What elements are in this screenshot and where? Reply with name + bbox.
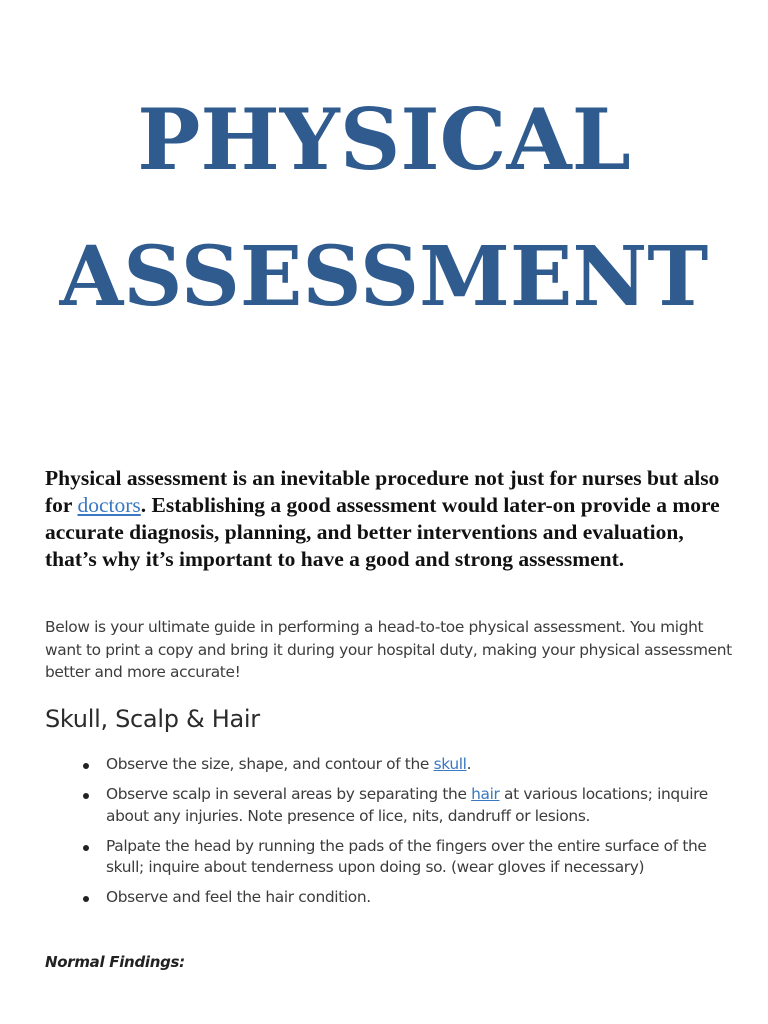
- list-item: [45, 754, 725, 776]
- list-item-text: at various locations; inquire about any injuries. Note presence of lice, nits, dandruff or lesions.: [106, 785, 708, 825]
- section-heading: Skull, Scalp & Hair: [45, 705, 260, 733]
- list-item: [45, 836, 725, 879]
- list-item-text: Palpate the head by running the pads of the fingers over the entire surface of the skull; inquire about tenderness upon doing so. (wear gloves if necessary): [106, 836, 707, 876]
- list-item-text: Observe scalp in several areas by separating the: [106, 785, 472, 803]
- guide-paragraph: Below is your ultimate guide in performing a head-to-toe physical assessment. You might want to print a copy and bring it during your hospital duty, making your physical assessment better and more accurate!: [45, 618, 732, 681]
- intro-text-end: . Establishing a good assessment would later-on provide a more accurate diagnosis, planning, and better interventions and evaluation, that’s why it’s important to have a good and strong assessment.: [45, 493, 720, 571]
- assessment-list: [45, 754, 725, 917]
- title-line-1: PHYSICAL: [137, 90, 631, 189]
- bullet-icon: [83, 845, 89, 851]
- intro-text-start: Physical assessment is an inevitable procedure not just for nurses but also for: [45, 466, 720, 517]
- title-line-2: ASSESSMENT: [59, 229, 709, 325]
- list-item-text: .: [466, 755, 472, 773]
- list-item-text: Observe the size, shape, and contour of the: [106, 755, 434, 773]
- bullet-icon: [83, 763, 89, 769]
- doctors-link[interactable]: doctors: [77, 493, 141, 517]
- intro-paragraph: [45, 465, 735, 573]
- list-item: [45, 784, 725, 827]
- list-item-text: Observe and feel the hair condition.: [106, 888, 371, 906]
- normal-findings-label: Normal Findings:: [45, 953, 185, 971]
- bullet-icon: [83, 896, 89, 902]
- bullet-icon: [83, 793, 89, 799]
- skull-link[interactable]: skull: [433, 755, 467, 773]
- hair-link[interactable]: hair: [471, 785, 500, 803]
- list-item: [45, 887, 725, 909]
